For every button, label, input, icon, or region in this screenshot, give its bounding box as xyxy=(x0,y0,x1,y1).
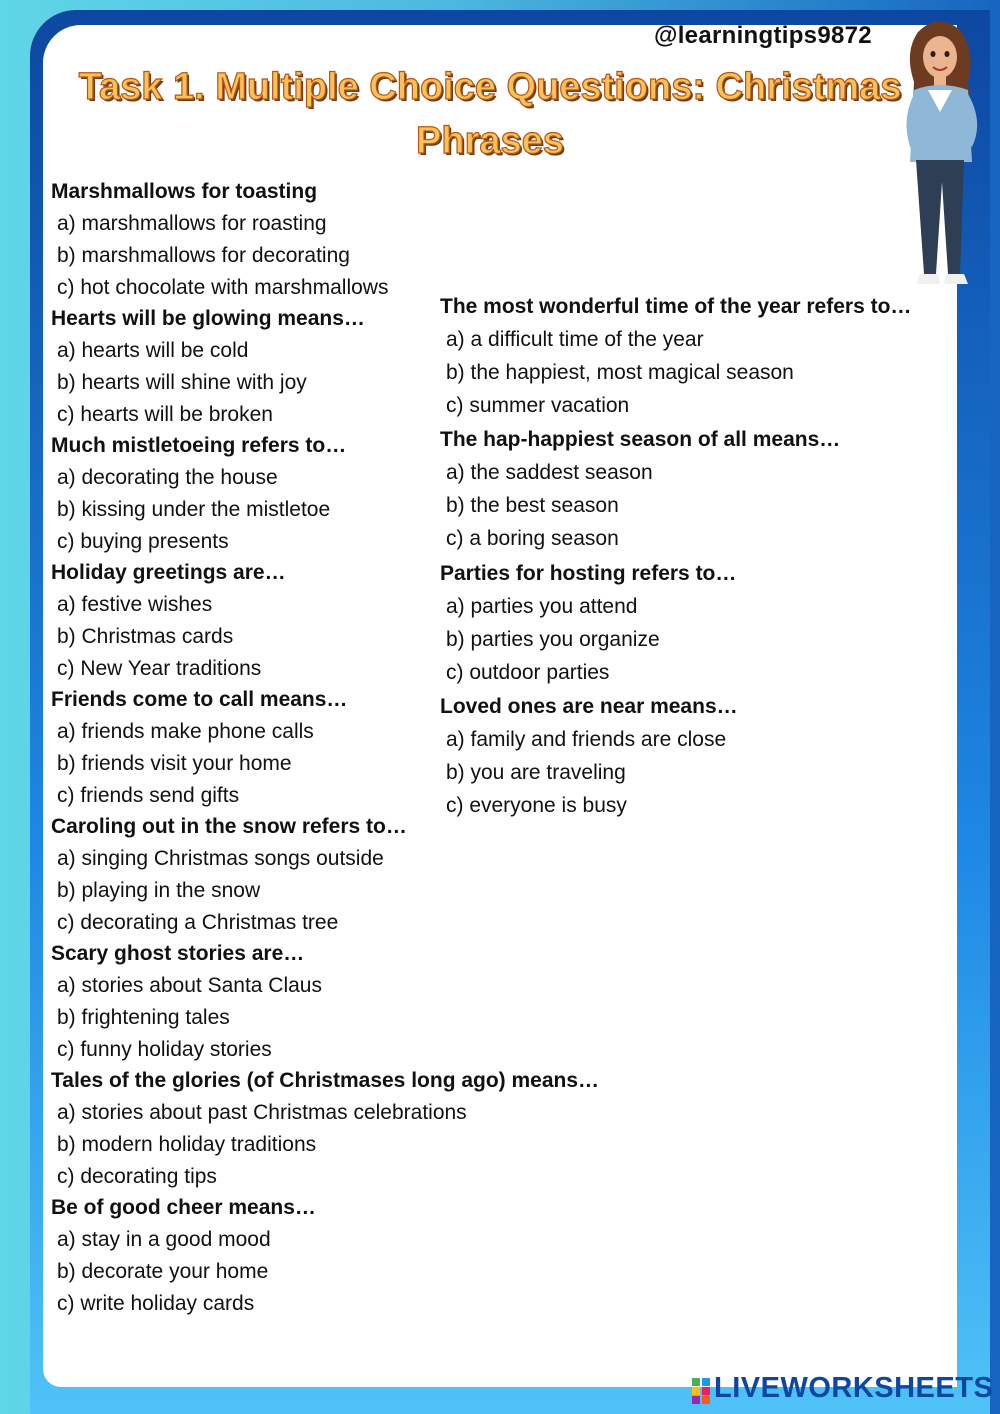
answer-option[interactable]: c) outdoor parties xyxy=(446,661,610,684)
answer-option[interactable]: b) hearts will shine with joy xyxy=(57,371,307,394)
answer-option[interactable]: a) a difficult time of the year xyxy=(446,328,704,351)
answer-option[interactable]: c) buying presents xyxy=(57,530,229,553)
answer-option[interactable]: a) singing Christmas songs outside xyxy=(57,847,384,870)
question-stem: Marshmallows for toasting xyxy=(51,180,318,203)
answer-option[interactable]: c) summer vacation xyxy=(446,394,630,417)
answer-option[interactable]: b) playing in the snow xyxy=(57,879,261,902)
question-stem: The hap-happiest season of all means… xyxy=(440,428,841,451)
question-block xyxy=(440,690,738,822)
question-block xyxy=(51,430,346,558)
question-stem: Be of good cheer means… xyxy=(51,1196,316,1219)
answer-option[interactable]: b) friends visit your home xyxy=(57,752,292,775)
question-block xyxy=(51,176,388,304)
answer-option[interactable]: c) friends send gifts xyxy=(57,784,240,807)
question-block xyxy=(51,557,286,685)
answer-option[interactable]: b) decorate your home xyxy=(57,1260,269,1283)
question-block xyxy=(440,557,736,689)
answer-option[interactable]: b) the best season xyxy=(446,494,619,517)
page-title-line-2: Phrases xyxy=(416,120,564,162)
brand-wordmark: LIVEWORKSHEETS xyxy=(714,1372,994,1404)
page-title-line-1: Task 1. Multiple Choice Questions: Christmas xyxy=(78,66,902,108)
question-block xyxy=(51,938,322,1066)
question-block xyxy=(440,290,911,422)
answer-option[interactable]: a) marshmallows for roasting xyxy=(57,212,327,235)
question-stem: Caroling out in the snow refers to… xyxy=(51,815,407,838)
question-stem: The most wonderful time of the year refers to… xyxy=(440,295,912,318)
answer-option[interactable]: c) New Year traditions xyxy=(57,657,262,680)
answer-option[interactable]: a) festive wishes xyxy=(57,593,213,616)
question-stem: Loved ones are near means… xyxy=(440,695,738,718)
answer-option[interactable]: a) the saddest season xyxy=(446,461,653,484)
answer-option[interactable]: c) hearts will be broken xyxy=(57,403,273,426)
answer-option[interactable]: a) stay in a good mood xyxy=(57,1228,271,1251)
answer-option[interactable]: c) funny holiday stories xyxy=(57,1038,272,1061)
answer-option[interactable]: c) decorating tips xyxy=(57,1165,217,1188)
author-handle: @learningtips9872 xyxy=(654,22,872,49)
question-block xyxy=(51,1065,599,1193)
answer-option[interactable]: c) write holiday cards xyxy=(57,1292,255,1315)
answer-option[interactable]: b) kissing under the mistletoe xyxy=(57,498,331,521)
question-block xyxy=(51,303,365,431)
answer-option[interactable]: c) hot chocolate with marshmallows xyxy=(57,276,389,299)
answer-option[interactable]: a) decorating the house xyxy=(57,466,278,489)
answer-option[interactable]: a) family and friends are close xyxy=(446,728,727,751)
answer-option[interactable]: a) friends make phone calls xyxy=(57,720,314,743)
question-block xyxy=(51,684,347,812)
question-block xyxy=(440,423,840,555)
answer-option[interactable]: b) parties you organize xyxy=(446,628,660,651)
answer-option[interactable]: a) parties you attend xyxy=(446,595,638,618)
question-block xyxy=(51,1192,316,1320)
question-stem: Friends come to call means… xyxy=(51,688,348,711)
question-stem: Hearts will be glowing means… xyxy=(51,307,365,330)
question-stem: Scary ghost stories are… xyxy=(51,942,305,965)
answer-option[interactable]: c) decorating a Christmas tree xyxy=(57,911,339,934)
teacher-illustration xyxy=(888,12,988,302)
question-stem: Holiday greetings are… xyxy=(51,561,286,584)
question-stem: Much mistletoeing refers to… xyxy=(51,434,347,457)
answer-option[interactable]: b) marshmallows for decorating xyxy=(57,244,350,267)
answer-option[interactable]: a) hearts will be cold xyxy=(57,339,249,362)
question-stem: Tales of the glories (of Christmases long ago) means… xyxy=(51,1069,600,1092)
answer-option[interactable]: b) modern holiday traditions xyxy=(57,1133,317,1156)
answer-option[interactable]: b) Christmas cards xyxy=(57,625,234,648)
answer-option[interactable]: c) a boring season xyxy=(446,527,619,550)
answer-option[interactable]: b) frightening tales xyxy=(57,1006,230,1029)
answer-option[interactable]: b) you are traveling xyxy=(446,761,626,784)
answer-option[interactable]: a) stories about Santa Claus xyxy=(57,974,322,997)
answer-option[interactable]: b) the happiest, most magical season xyxy=(446,361,794,384)
liveworksheets-logo xyxy=(692,1378,710,1404)
question-block xyxy=(51,811,407,939)
answer-option[interactable]: c) everyone is busy xyxy=(446,794,627,817)
question-stem: Parties for hosting refers to… xyxy=(440,562,737,585)
answer-option[interactable]: a) stories about past Christmas celebrations xyxy=(57,1101,467,1124)
